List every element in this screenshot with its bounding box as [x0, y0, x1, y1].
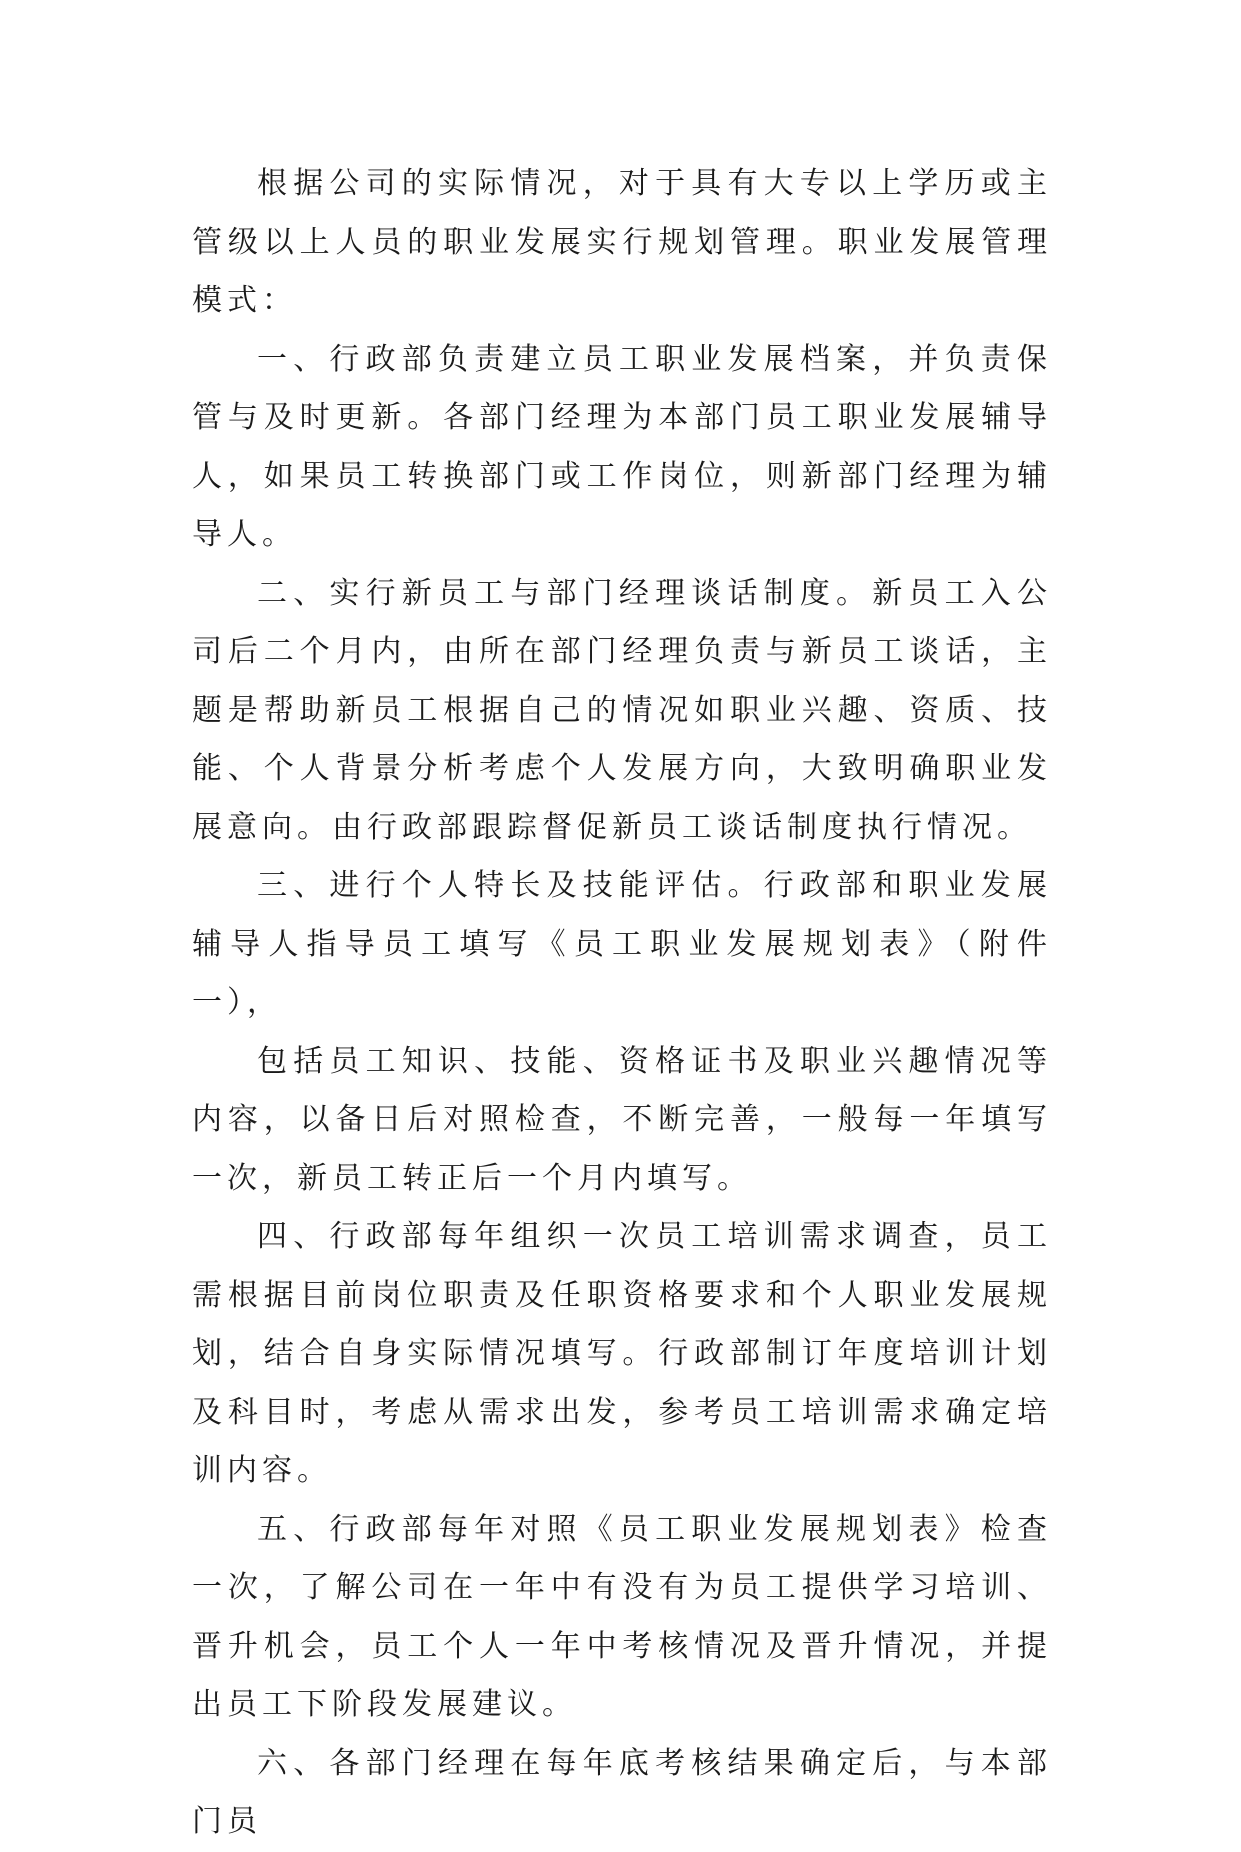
paragraph-item-6: 六、各部门经理在每年底考核结果确定后，与本部门员 — [192, 1745, 1052, 1839]
paragraph-item-3: 三、进行个人特长及技能评估。行政部和职业发展辅导人指导员工填写《员工职业发展规划表》（附件一）， — [192, 868, 1052, 1020]
paragraph-intro: 根据公司的实际情况，对于具有大专以上学历或主管级以上人员的职业发展实行规划管理。职业发展管理模式： — [192, 166, 1052, 318]
paragraph-item-1: 一、行政部负责建立员工职业发展档案，并负责保管与及时更新。各部门经理为本部门员工职业发展辅导人，如果员工转换部门或工作岗位，则新部门经理为辅导人。 — [192, 341, 1052, 552]
paragraph-item-2: 二、实行新员工与部门经理谈话制度。新员工入公司后二个月内，由所在部门经理负责与新员工谈话，主题是帮助新员工根据自己的情况如职业兴趣、资质、技能、个人背景分析考虑个人发展方向，大致明确职业发展意向。由行政部跟踪督促新员工谈话制度执行情况。 — [192, 575, 1052, 845]
paragraph-item-5: 五、行政部每年对照《员工职业发展规划表》检查一次，了解公司在一年中有没有为员工提供学习培训、晋升机会，员工个人一年中考核情况及晋升情况，并提出员工下阶段发展建议。 — [192, 1511, 1052, 1722]
paragraph-item-3-continued: 包括员工知识、技能、资格证书及职业兴趣情况等内容，以备日后对照检查，不断完善，一般每一年填写一次，新员工转正后一个月内填写。 — [192, 1043, 1052, 1196]
document-body — [192, 155, 1052, 1852]
paragraph-item-4: 四、行政部每年组织一次员工培训需求调查，员工需根据目前岗位职责及任职资格要求和个人职业发展规划，结合自身实际情况填写。行政部制订年度培训计划及科目时，考虑从需求出发，参考员工培训需求确定培训内容。 — [192, 1219, 1052, 1488]
